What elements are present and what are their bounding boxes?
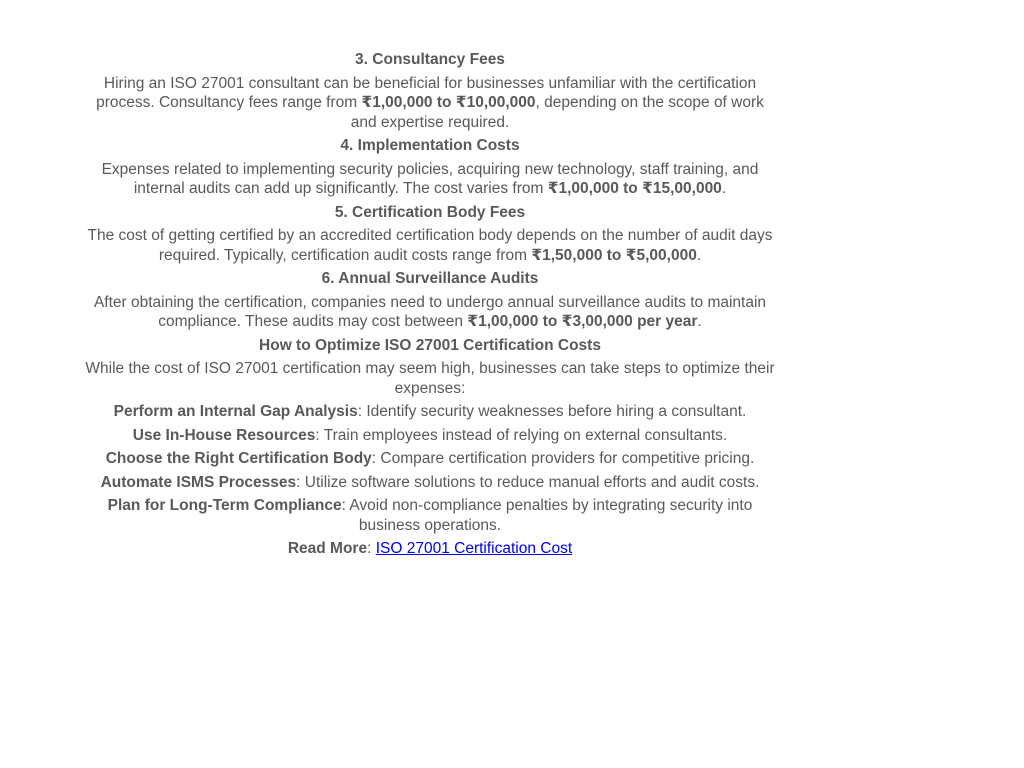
- tip-label: Perform an Internal Gap Analysis: [113, 403, 358, 420]
- read-more-link[interactable]: ISO 27001 Certification Cost: [375, 540, 573, 557]
- section-5-range: ₹1,50,000 to ₹5,00,000: [531, 246, 697, 264]
- read-more-label: Read More: [287, 540, 368, 557]
- section-3-title: 3. Consultancy Fees: [355, 51, 505, 68]
- section-5-text-end: .: [696, 246, 702, 264]
- tip-item: [85, 426, 775, 446]
- tip-text: : Compare certification providers for competitive pricing.: [371, 450, 755, 467]
- section-4-paragraph: [85, 160, 775, 199]
- read-more: [85, 539, 775, 559]
- tip-label: Automate ISMS Processes: [100, 473, 297, 491]
- section-6-range: ₹1,00,000 to ₹3,00,000 per year: [467, 313, 698, 330]
- section-3-text-end: , depending on the scope of work and expertise required.: [350, 94, 764, 131]
- section-5-paragraph: [85, 226, 775, 265]
- tip-text: : Utilize software solutions to reduce manual efforts and audit costs.: [296, 473, 760, 491]
- tip-item: [85, 449, 775, 469]
- optimize-title: How to Optimize ISO 27001 Certification Costs: [259, 336, 601, 354]
- section-4-text-end: .: [721, 180, 727, 197]
- tip-label: Plan for Long-Term Compliance: [107, 497, 342, 514]
- read-more-separator: :: [367, 540, 376, 557]
- section-3-paragraph: [85, 74, 775, 133]
- section-6-text: After obtaining the certification, companies need to undergo annual surveillance audits to maintain compliance. These audits may cost between: [93, 293, 767, 330]
- tip-text: : Identify security weaknesses before hiring a consultant.: [357, 403, 747, 420]
- optimize-intro: While the cost of ISO 27001 certification may seem high, businesses can take steps to optimize their expenses:: [85, 360, 775, 397]
- section-5-title: 5. Certification Body Fees: [334, 203, 526, 221]
- section-6-paragraph: [85, 293, 775, 332]
- section-6-title: 6. Annual Surveillance Audits: [321, 270, 539, 287]
- tip-text: : Avoid non-compliance penalties by integrating security into business operations.: [341, 497, 753, 534]
- section-4-text: Expenses related to implementing security policies, acquiring new technology, staff training, and internal audits can add up significantly. The cost varies from: [101, 160, 759, 197]
- tip-item: [85, 402, 775, 422]
- tip-text: : Train employees instead of relying on external consultants.: [315, 426, 728, 444]
- section-4-title: 4. Implementation Costs: [340, 137, 520, 154]
- section-5-text: The cost of getting certified by an accredited certification body depends on the number of audit days required. Typically, certification audit costs range from: [87, 227, 773, 264]
- section-3-range: ₹1,00,000 to ₹10,00,000: [361, 94, 536, 111]
- tip-label: Choose the Right Certification Body: [105, 450, 372, 467]
- tip-label: Use In-House Resources: [132, 426, 316, 444]
- document-body: [85, 50, 775, 563]
- section-3-text: Hiring an ISO 27001 consultant can be beneficial for businesses unfamiliar with the certification process. Consultancy fees range from: [96, 74, 757, 111]
- tip-item: [85, 496, 775, 535]
- section-4-range: ₹1,00,000 to ₹15,00,000: [547, 180, 722, 197]
- tip-item: [85, 473, 775, 493]
- section-6-text-end: .: [697, 313, 702, 330]
